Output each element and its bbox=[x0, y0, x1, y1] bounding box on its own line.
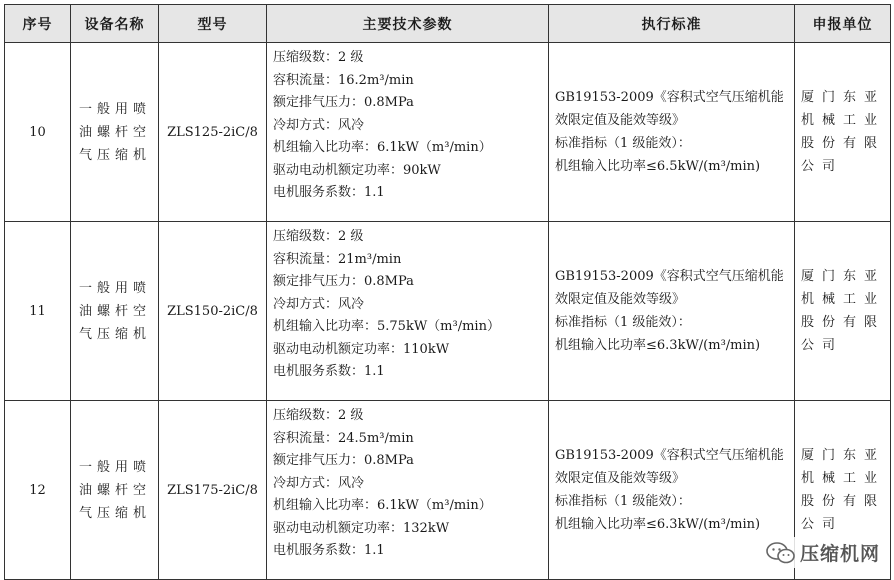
param-line: 机组输入比功率：5.75kW（m³/min） bbox=[273, 319, 500, 334]
param-line: 冷却方式：风冷 bbox=[273, 296, 365, 312]
cell-name: 一般用喷油螺杆空气压缩机 bbox=[71, 222, 159, 401]
cell-model: ZLS175-2iC/8 bbox=[159, 401, 267, 580]
header-unit: 申报单位 bbox=[795, 5, 891, 43]
cell-standard bbox=[549, 401, 795, 580]
cell-index: 11 bbox=[5, 222, 71, 401]
table-header-row bbox=[5, 5, 891, 43]
param-line: 机组输入比功率：6.1kW（m³/min） bbox=[273, 140, 492, 155]
cell-name: 一般用喷油螺杆空气压缩机 bbox=[71, 43, 159, 222]
standard-line: 标准指标（1 级能效）： bbox=[555, 315, 691, 330]
standard-line: 标准指标（1 级能效）： bbox=[555, 494, 691, 509]
cell-name: 一般用喷油螺杆空气压缩机 bbox=[71, 401, 159, 580]
wechat-icon bbox=[766, 542, 796, 564]
cell-params bbox=[267, 401, 549, 580]
cell-index: 10 bbox=[5, 43, 71, 222]
standard-line: GB19153-2009《容积式空气压缩机能效限定值及能效等级》 bbox=[555, 269, 784, 307]
param-line: 压缩级数：2 级 bbox=[273, 50, 364, 65]
standard-line: 标准指标（1 级能效）： bbox=[555, 136, 691, 151]
param-line: 驱动电动机额定功率：110kW bbox=[273, 341, 450, 357]
cell-model: ZLS125-2iC/8 bbox=[159, 43, 267, 222]
cell-params bbox=[267, 43, 549, 222]
standard-line: 机组输入比功率≤6.3kW/(m³/min) bbox=[555, 517, 761, 532]
equipment-table bbox=[4, 4, 891, 580]
header-params: 主要技术参数 bbox=[267, 5, 549, 43]
param-line: 额定排气压力：0.8MPa bbox=[273, 453, 414, 468]
param-line: 冷却方式：风冷 bbox=[273, 475, 365, 491]
cell-model: ZLS150-2iC/8 bbox=[159, 222, 267, 401]
param-line: 压缩级数：2 级 bbox=[273, 229, 364, 244]
cell-unit: 厦门东亚机械工业股份有限公司 bbox=[795, 222, 891, 401]
param-line: 驱动电动机额定功率：90kW bbox=[273, 162, 441, 178]
header-name: 设备名称 bbox=[71, 5, 159, 43]
table-row bbox=[5, 43, 891, 222]
standard-line: 机组输入比功率≤6.5kW/(m³/min) bbox=[555, 159, 761, 174]
param-line: 电机服务系数：1.1 bbox=[273, 543, 385, 558]
standard-line: GB19153-2009《容积式空气压缩机能效限定值及能效等级》 bbox=[555, 90, 784, 128]
param-line: 驱动电动机额定功率：132kW bbox=[273, 520, 450, 536]
table-row bbox=[5, 222, 891, 401]
param-line: 压缩级数：2 级 bbox=[273, 408, 364, 423]
cell-standard bbox=[549, 222, 795, 401]
cell-unit: 厦门东亚机械工业股份有限公司 bbox=[795, 401, 891, 580]
cell-params bbox=[267, 222, 549, 401]
header-index: 序号 bbox=[5, 5, 71, 43]
param-line: 电机服务系数：1.1 bbox=[273, 364, 385, 379]
standard-line: GB19153-2009《容积式空气压缩机能效限定值及能效等级》 bbox=[555, 448, 784, 486]
param-line: 额定排气压力：0.8MPa bbox=[273, 95, 414, 110]
param-line: 电机服务系数：1.1 bbox=[273, 185, 385, 200]
standard-line: 机组输入比功率≤6.3kW/(m³/min) bbox=[555, 338, 761, 353]
table-row bbox=[5, 401, 891, 580]
param-line: 额定排气压力：0.8MPa bbox=[273, 274, 414, 289]
header-model: 型号 bbox=[159, 5, 267, 43]
param-line: 容积流量：21m³/min bbox=[273, 251, 402, 267]
cell-standard bbox=[549, 43, 795, 222]
param-line: 冷却方式：风冷 bbox=[273, 117, 365, 133]
cell-index: 12 bbox=[5, 401, 71, 580]
watermark bbox=[762, 537, 884, 568]
param-line: 容积流量：24.5m³/min bbox=[273, 430, 414, 446]
watermark-text: 压缩机网 bbox=[799, 543, 880, 565]
header-standard: 执行标准 bbox=[549, 5, 795, 43]
param-line: 机组输入比功率：6.1kW（m³/min） bbox=[273, 498, 492, 513]
param-line: 容积流量：16.2m³/min bbox=[273, 72, 414, 88]
cell-unit: 厦门东亚机械工业股份有限公司 bbox=[795, 43, 891, 222]
